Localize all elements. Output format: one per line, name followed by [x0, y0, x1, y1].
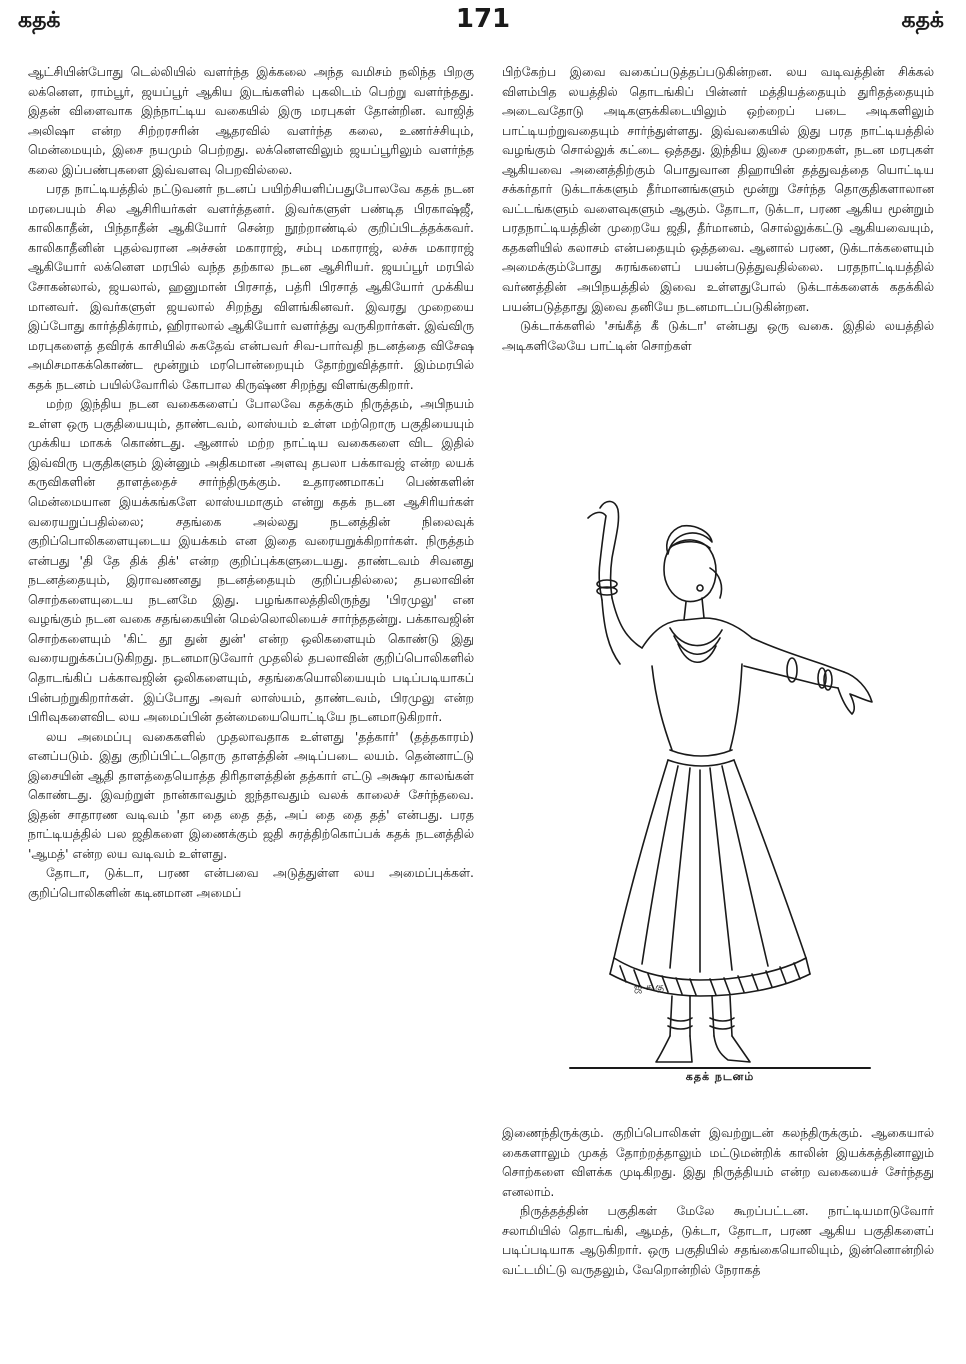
running-head-left: கதக் — [18, 8, 61, 33]
paragraph: டுக்டாக்களில் 'சங்கீத் கீ டுக்டா' என்பது ஒரு வகை. இதில் லயத்தில் அடிகளிலேயே பாட்டின் சொற்கள் — [502, 318, 934, 353]
paragraph: பரத நாட்டியத்தில் நட்டுவனர் நடனப் பயிற்சியளிப்பதுபோலவே கதக் நடன மரபையும் சில ஆசிரியர்கள் வளர்த்தனர். இவர்களுள் பண்டித பிரகாஷ்ஜீ, காலிகாதீன், பிந்தாதீன் ஆகியோர் சென்ற நூற்றாண்டில் குறிப்பிடத்தக்கவர். காலிகாதீனின் புதல்வரான அச்சன் மகாராஜ், சம்பு மகாராஜ், லச்சு மகாராஜ் ஆகியோர் லக்னௌ மரபில் வந்த தற்கால நடன ஆசிரியர். ஜயப்பூர் மரபில் சோகன்லால், ஜயலால், ஹனுமான் பிரசாத், பத்ரி பிரசாத் ஆகியோர் முக்கிய மானவர். இவர்களுள் ஜயலால் சிறந்து விளங்கினவர். இவரது முறையை இப்போது கார்த்திக்ராம், ஹிராலால் ஆகியோர் வளர்த்து வருகிறார்கள். இவ்விரு மரபுகளைத் தவிரக் காசியில் சுகதேவ் என்பவர் சிவ-பார்வதி நடனத்தை விசேஷ அமிசமாகக்கொண்ட மூன்றும் மரபொன்றையும் தோற்றுவித்தார். இம்மரபில் கதக் நடனம் பயில்வோரில் கோபால கிருஷ்ண சிறந்து விளங்குகிறார். — [28, 181, 474, 392]
paragraph: லய அமைப்பு வகைகளில் முதலாவதாக உள்ளது 'தத்கார்' (தத்தகாரம்) எனப்படும். இது குறிப்பிட்டதொரு தாளத்தின் அடிப்படை லயம். தென்னாட்டு இசையின் ஆதி தாளத்தையொத்த திரிதாளத்தின் தத்கார் எட்டு அக்ஷர காலங்கள் கொண்டது. இவற்றுள் நான்காவதும் ஐந்தாவதும் வலக் காலைச் சேர்ந்தவை. இதன் சாதாரண வடிவம் 'தா தை தை தத், அப் தை தை தத்' என்பது. பரத நாட்டியத்தில் பல ஜதிகளை இணைக்கும் ஜதி சுரத்திற்கொப்பக் கதக் நடனத்தில் 'ஆமத்' என்ற லய வடிவம் உள்ளது. — [28, 728, 474, 861]
paragraph: நிருத்தத்தின் பகுதிகள் மேலே கூறப்பட்டன. நாட்டியமாடுவோர் சலாமியில் தொடங்கி, ஆமத், டுக்டா, தோடா, பரண ஆகிய பகுதிகளைப் படிப்படியாக ஆடுகிறார். ஒரு பகுதியில் சதங்கையொலியும், இன்னொன்றில் வட்டமிட்டு வருதலும், வேறொன்றில் நேராகத் — [502, 1203, 934, 1277]
paragraph: ஆட்சியின்போது டெல்லியில் வளர்ந்த இக்கலை அந்த வமிசம் நலிந்த பிறகு லக்னௌ, ராம்பூர், ஜயப்பூர் ஆகிய இடங்களில் புகலிடம் பெற்று வளர்ந்தது. இதன் விளைவாக இந்நாட்டிய வகையில் இரு மரபுகள் தோன்றின. வாஜித் அலிஷா என்ற சிற்றரசரின் ஆதரவில் வளர்ந்த கலை, உணர்ச்சியும், மென்மையும், இசை நயமும் பெற்றது. லக்னௌவிலும் ஜயப்பூரிலும் வளர்ந்த கலை இப்பண்புகளை இவ்வளவு பெறவில்லை. — [28, 64, 474, 177]
hem-lettering: ஜ க கு — [634, 982, 664, 993]
paragraph: இணைந்திருக்கும். குறிப்பொலிகள் இவற்றுடன் கலந்திருக்கும். ஆகையால் கைகளாலும் முகத் தோற்றத்தாலும் மட்டுமன்றிக் காலின் இயக்கத்தினாலும் சொற்களை விளக்க முடிகிறது. இது நிருத்தியம் என்ற வகையைச் சேர்ந்தது எனலாம். — [502, 1125, 934, 1199]
right-column-top — [502, 62, 934, 355]
paragraph: மற்ற இந்திய நடன வகைகளைப் போலவே கதக்கும் நிருத்தம், அபிநயம் உள்ள ஒரு பகுதியையும், தாண்டவம், லாஸ்யம் உள்ள மற்றொரு பகுதியையும் முக்கிய மாகக் கொண்டது. ஆனால் மற்ற நாட்டிய வகைகளை விட இதில் இவ்விரு பகுதிகளும் இன்னும் அதிகமான அளவு தபலா பக்காவஜ் என்ற லயக் கருவிகளின் தாளத்தைச் சார்ந்திருக்கும். உதாரணமாகப் பெண்களின் மென்மையான இயக்கங்களே லாஸ்யமாகும் என்று கதக் நடன ஆசிரியர்கள் வரையறுப்பதில்லை; சதங்கை அல்லது நடனத்தின் நிலைவுக் குறிப்பொலிகளையுடைய இயக்கம் என இதை வரையறுக்கிறார்கள். நிருத்தம் என்பது 'தி தே திக் திக்' என்ற குறிப்புக்களுடையது. தாண்டவம் சிவனது நடனத்தையும், இராவணனது நடனத்தையும் குறிப்பதில்லை; தபலாவின் சொற்களையுடைய நடனமே இது. பழங்காலத்திலிருந்து 'பிரமுலு' என வழங்கும் நடன வகை சதங்கையின் மெல்லொலியைச் சார்ந்ததன்று. பக்காவஜின் சொற்களையும் 'கிட் தூ துன் துன்' என்ற ஒலிகளையும் கொண்டு இது வரையறுக்கப்படுகிறது. நடனமாடுவோர் முதலில் தபலாவின் குறிப்பொலிகளில் தொடங்கிப் பக்காவஜின் ஒலிகளையும், சதங்கையொலியையும் படிப்படியாகப் பின்பற்றுகிறார்கள். இப்போது அவர் லாஸ்யம், தாண்டவம், பிரமுலு என்ற பிரிவுகளைவிட லய அமைப்பின் தன்மையையொட்டியே நடனமாடுகிறார். — [28, 396, 474, 725]
dancer-drawing-icon — [560, 488, 880, 1088]
running-head-right: கதக் — [901, 8, 944, 33]
figure-caption: கதக் நடனம் — [685, 1070, 755, 1083]
kathak-dancer-illustration — [560, 488, 880, 1088]
paragraph: பிற்கேற்ப இவை வகைப்படுத்தப்படுகின்றன. லய வடிவத்தின் சிக்கல் விளம்பித லயத்தில் தொடங்கிப் பின்னர் மத்தியத்தையும் துரிதத்தையும் அடைவதோடு அடிகளுக்கிடையிலும் ஒற்றைப் படை அடிகளிலும் பாட்டியற்றுவதையும் சார்ந்துள்ளது. இவ்வகையில் இது பரத நாட்டியத்தில் வழங்கும் சொல்லுக் கட்டை ஒத்தது. இந்திய இசை முறைகள், நடன மரபுகள் ஆகியவை அனைத்திற்கும் பொதுவான திஹாயின் தத்துவத்தை யொட்டிய சக்கர்தார் டுக்டாக்களும் தீர்மானங்களும் மூன்று சேர்ந்த தொகுதிகளாலான வட்டங்களும் வளைவுகளும் ஆகும். தோடா, டுக்டா, பரண ஆகிய மூன்றும் பரதநாட்டியத்தின் முறையே ஜதி, தீர்மானம், சொல்லுக்கட்டு ஆகியவையும், கதகளியில் கலாசம் என்பதையும் ஒத்தவை. ஆனால் பரண, டுக்டாக்களையும் அமைக்கும்போது சுரங்களைப் பயன்படுத்துவதில்லை. பரதநாட்டியத்தில் வர்ணத்தின் அபிநயத்தில் இவை உள்ளதுபோல் டுக்டாக்களைக் கதக்கில் பயன்படுத்தாது இவை தனியே நடனமாடப்படுகின்றன. — [502, 64, 934, 314]
page-number: 171 — [455, 4, 511, 34]
right-column-bottom — [502, 1123, 934, 1279]
left-column — [28, 62, 474, 903]
paragraph: தோடா, டுக்டா, பரண என்பவை அடுத்துள்ள லய அமைப்புக்கள். குறிப்பொலிகளின் கடினமான அமைப் — [28, 865, 474, 900]
